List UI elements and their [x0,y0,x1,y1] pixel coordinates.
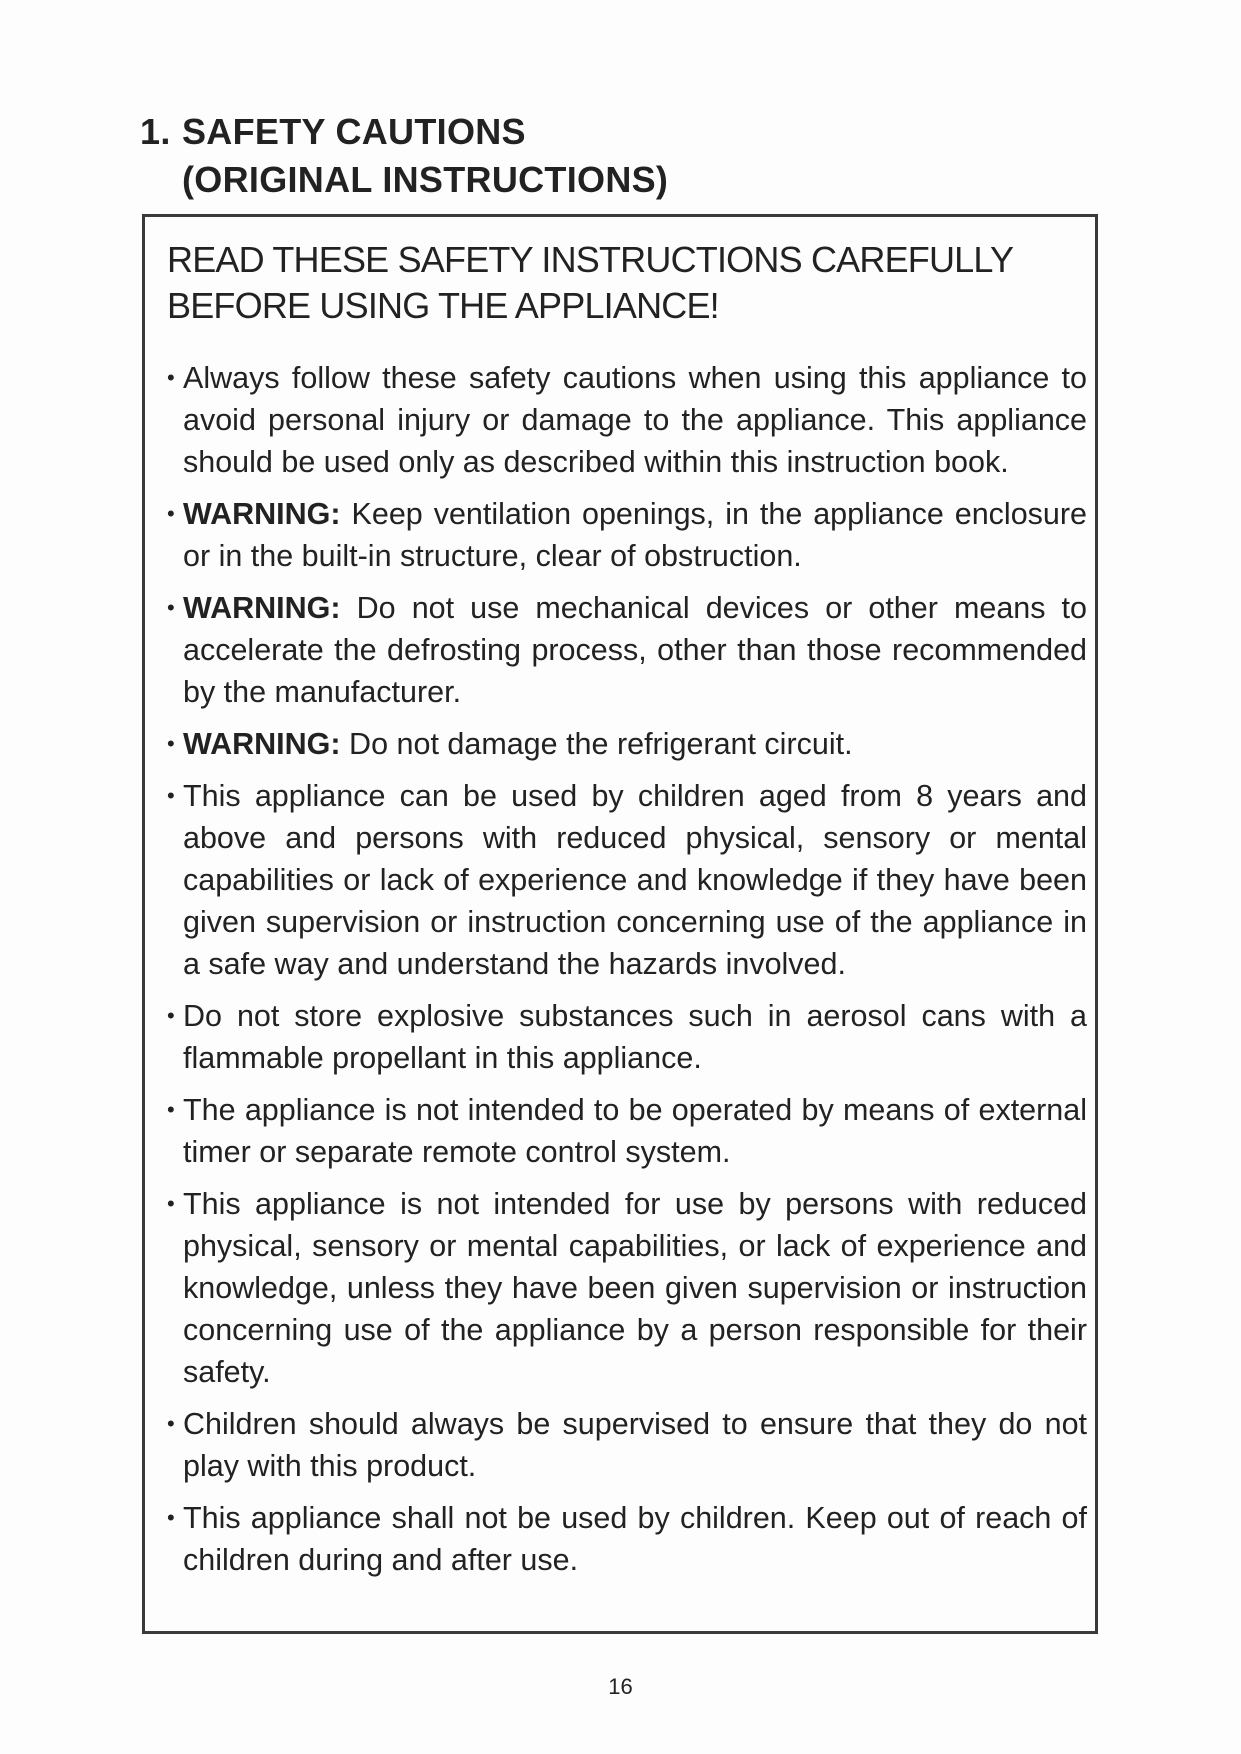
list-item [167,1403,1087,1487]
intro-notice: READ THESE SAFETY INSTRUCTIONS CAREFULLY BEFORE USING THE APPLIANCE! [167,239,1013,326]
bullet-text: The appliance is not intended to be operated by means of external timer or separate remote control system. [183,1093,1087,1169]
bullet-icon: • [167,1411,175,1436]
page-number: 16 [608,1674,633,1699]
bullet-text: This appliance is not intended for use by persons with reduced physical, sensory or mental capabilities, or lack of experience and knowledge, unless they have been given supervision or instruction concerning use of the appliance by a person responsible for their safety. [183,1187,1087,1389]
bullet-icon: • [167,1191,175,1216]
bullet-text: This appliance shall not be used by children. Keep out of reach of children during and after use. [183,1501,1087,1577]
list-item [167,587,1087,713]
section-title-line1: SAFETY CAUTIONS [182,111,526,152]
bullet-icon: • [167,501,175,526]
bullet-text: Do not store explosive substances such in aerosol cans with a flammable propellant in this appliance. [183,999,1087,1075]
section-heading [140,108,668,204]
section-number: 1. [140,111,171,152]
bullet-icon: • [167,783,175,808]
warning-label: WARNING: [183,591,341,625]
bullet-icon: • [167,1505,175,1530]
bullet-icon: • [167,365,175,390]
safety-instructions-box [142,214,1098,1634]
bullet-text: Do not use mechanical devices or other means to accelerate the defrosting process, other than those recommended by the manufacturer. [183,591,1087,709]
list-item [167,995,1087,1079]
bullet-text: This appliance can be used by children aged from 8 years and above and persons with reduced physical, sensory or mental capabilities or lack of experience and knowledge if they have been given supervision or instruction concerning use of the appliance in a safe way and understand the hazards involved. [183,779,1087,981]
list-item [167,1497,1087,1581]
list-item [167,357,1087,483]
list-item [167,493,1087,577]
list-item [167,1089,1087,1173]
bullet-text: Keep ventilation openings, in the appliance enclosure or in the built-in structure, clear of obstruction. [183,497,1087,573]
list-item [167,723,1087,765]
list-item [167,775,1087,985]
bullet-text: Do not damage the refrigerant circuit. [340,727,853,761]
bullet-icon: • [167,1003,175,1028]
safety-bullet-list [167,357,1087,1591]
bullet-text: Children should always be supervised to ensure that they do not play with this product. [183,1407,1087,1483]
bullet-icon: • [167,595,175,620]
bullet-text: Always follow these safety cautions when using this appliance to avoid personal injury or damage to the appliance. This appliance should be used only as described within this instruction book. [183,361,1087,479]
list-item [167,1183,1087,1393]
warning-label: WARNING: [183,727,341,761]
warning-label: WARNING: [183,497,341,531]
bullet-icon: • [167,1097,175,1122]
section-title-line2: (ORIGINAL INSTRUCTIONS) [182,159,669,200]
bullet-icon: • [167,731,175,756]
